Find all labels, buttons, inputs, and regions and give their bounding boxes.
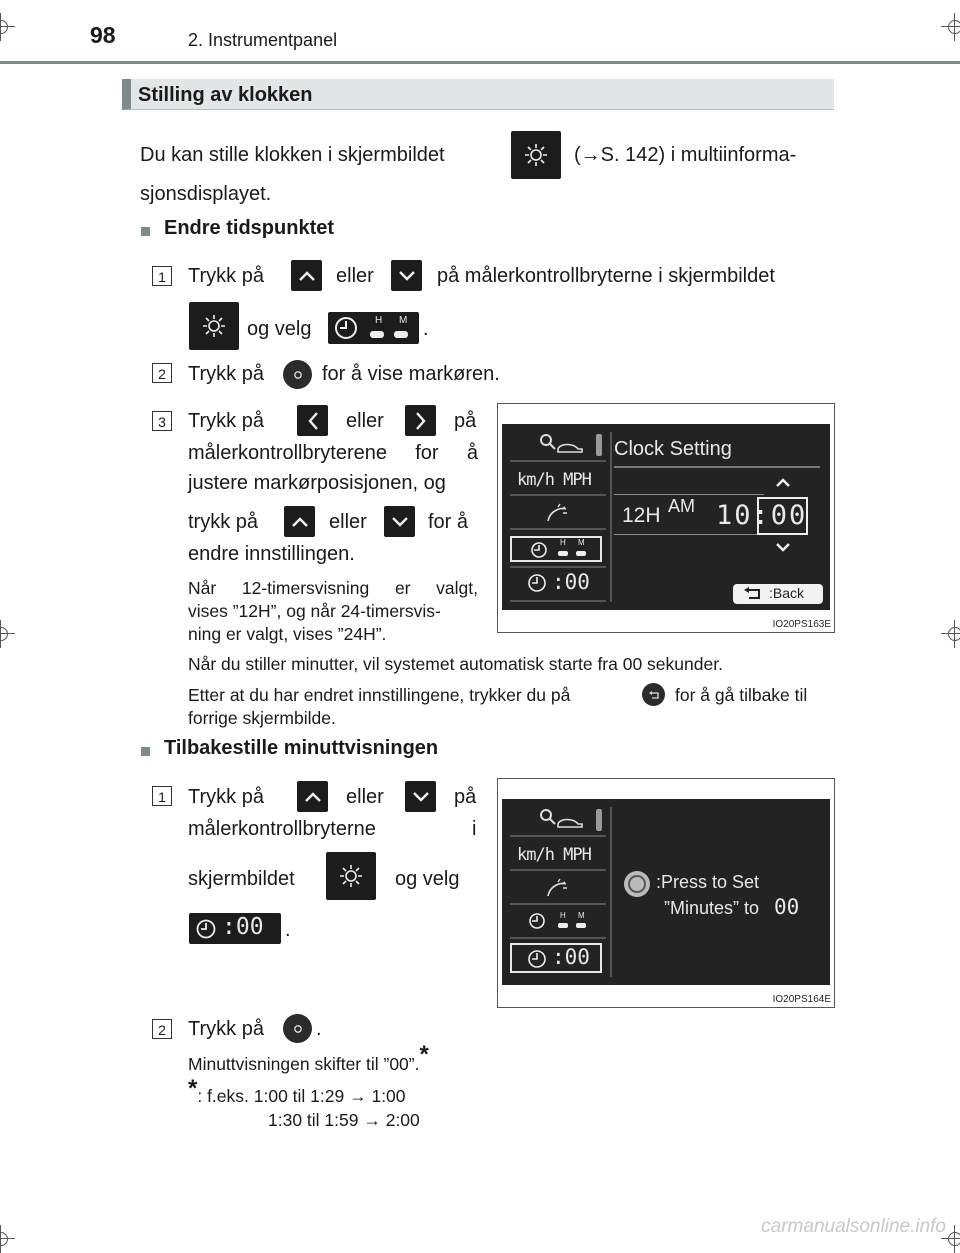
bullet-square	[141, 743, 150, 761]
scroll-indicator	[596, 434, 602, 456]
s2-step1-text-e: og velg	[395, 868, 460, 890]
crop-mark	[941, 13, 960, 41]
divider	[510, 460, 606, 462]
step3-note-line2: vises ”12H”, og når 24-timersvis-	[188, 601, 441, 621]
step3-text-e: eller	[329, 511, 367, 533]
settings-gear-icon	[189, 302, 239, 350]
step2-text-b: for å vise markøren.	[322, 363, 500, 385]
divider	[510, 566, 606, 568]
step1-text-e: .	[423, 318, 429, 340]
step3-line3: justere markørposisjonen, og	[188, 472, 446, 494]
step3-text-a: Trykk på	[188, 410, 264, 432]
chapter-title: 2. Instrumentpanel	[188, 30, 338, 50]
menu-h-label: H	[560, 911, 566, 920]
intro-text-3: sjonsdisplayet.	[140, 183, 272, 205]
step-number: 1	[152, 266, 172, 286]
clock-hm-menu-item	[510, 536, 602, 562]
crop-mark	[0, 620, 15, 648]
header-rule	[0, 61, 960, 64]
divider	[614, 466, 820, 468]
intro-text-1: Du kan stille klokken i skjermbildet	[140, 144, 445, 166]
back-button-icon	[642, 683, 665, 706]
display-screen	[502, 799, 830, 985]
divider	[510, 869, 606, 871]
subheading-change-time: Endre tidspunktet	[164, 217, 335, 239]
step3-note-line3: ning er valgt, vises ”24H”.	[188, 624, 387, 644]
footnote-star: *	[419, 1041, 429, 1068]
divider	[610, 432, 612, 602]
s2-step1-line2b: i	[472, 818, 477, 840]
minutes-note-text: Minuttvisningen skifter til ”00”.	[188, 1054, 420, 1074]
step3-line5: endre innstillingen.	[188, 543, 355, 565]
step1-text-d: og velg	[247, 318, 312, 340]
step1-text-b: eller	[336, 265, 374, 287]
clock-hm-m-label: M	[399, 315, 408, 326]
step-number: 2	[152, 363, 172, 383]
s2-step1-text-c: på	[454, 786, 477, 808]
enter-button-icon	[283, 1014, 312, 1043]
clock-hm-icon	[526, 909, 606, 933]
chevron-down-icon	[775, 542, 791, 552]
divider	[510, 494, 606, 496]
bottom-time: :00	[552, 945, 590, 969]
s2-step1-text-d: skjermbildet	[188, 868, 295, 890]
step-number: 3	[152, 411, 172, 431]
s2-step1-text-a: Trykk på	[188, 786, 264, 808]
note-minutes: Når du stiller minutter, vil systemet automatisk starte fra 00 sekunder.	[188, 654, 723, 674]
chevron-down-icon	[405, 781, 436, 812]
back-hint	[733, 584, 823, 604]
menu-h-label: H	[560, 538, 566, 547]
press-to-set-line1: :Press to Set	[656, 872, 760, 892]
bottom-time: :00	[552, 570, 590, 594]
figure-clock-setting	[497, 403, 835, 633]
scroll-indicator	[596, 809, 602, 831]
figure-caption: IO20PS164E	[772, 994, 831, 1005]
divider	[510, 937, 606, 939]
step3-note-line1: Når 12-timersvisning er valgt,	[188, 578, 478, 598]
chevron-up-icon	[291, 260, 322, 291]
note-back-a: Etter at du har endret innstillingene, trykker du på	[188, 685, 571, 705]
car-settings-icon	[538, 808, 588, 830]
units-label: km/h MPH	[517, 470, 591, 490]
press-to-set-line2: ”Minutes” to	[664, 898, 760, 918]
time-readout: 10:00	[716, 500, 808, 531]
bullet-square	[141, 223, 150, 241]
subheading-reset-minutes: Tilbakestille minuttvisningen	[164, 737, 439, 759]
chevron-up-icon	[284, 506, 315, 537]
divider	[614, 494, 764, 495]
divider	[510, 903, 606, 905]
minute-cursor	[757, 497, 808, 535]
divider	[614, 534, 764, 535]
chevron-up-icon	[775, 478, 791, 488]
figure-caption: IO20PS163E	[772, 619, 831, 630]
wiper-icon	[544, 876, 570, 900]
step3-text-f: for å	[428, 511, 469, 533]
footnote-line2: 1:30 til 1:59 → 2:00	[268, 1110, 420, 1130]
crop-mark	[0, 1225, 15, 1253]
hour-mode-label: 12H	[622, 504, 661, 527]
units-label: km/h MPH	[517, 845, 591, 865]
figure-reset-minutes	[497, 778, 835, 1008]
note-back-b: for å gå tilbake til	[675, 685, 808, 705]
back-label: :Back	[769, 585, 805, 601]
s2-step2-text-a: Trykk på	[188, 1018, 264, 1040]
divider	[510, 835, 606, 837]
wiper-icon	[544, 501, 570, 525]
settings-gear-icon	[326, 852, 376, 900]
clock-icon	[526, 572, 548, 594]
crop-mark	[0, 13, 15, 41]
s2-step1-line2a: målerkontrollbryterne	[188, 818, 376, 840]
divider	[510, 600, 606, 602]
crop-mark	[941, 620, 960, 648]
step-number: 2	[152, 1019, 172, 1039]
s2-step1-text-b: eller	[346, 786, 384, 808]
clock-minutes-readout: :00	[222, 914, 264, 940]
intro-text-2: (→S. 142) i multiinforma-	[574, 144, 797, 166]
section-title: Stilling av klokken	[138, 84, 313, 106]
clock-minutes-menu-item	[510, 943, 602, 973]
enter-button-icon	[622, 869, 652, 899]
step1-text-c: på målerkontrollbryterne i skjermbildet	[437, 265, 775, 287]
display-screen	[502, 424, 830, 610]
minutes-note	[188, 1041, 429, 1075]
step3-text-d: trykk på	[188, 511, 259, 533]
chevron-down-icon	[384, 506, 415, 537]
s2-step1-text-f: .	[285, 919, 291, 941]
note-back-c: forrige skjermbilde.	[188, 708, 336, 728]
menu-m-label: M	[578, 911, 585, 920]
car-settings-icon	[538, 433, 588, 455]
clock-setting-title: Clock Setting	[614, 438, 732, 460]
divider	[510, 528, 606, 530]
step2-text-a: Trykk på	[188, 363, 264, 385]
footnote-line1	[188, 1075, 406, 1107]
settings-gear-icon	[511, 131, 561, 179]
enter-button-icon	[283, 360, 312, 389]
step1-text-a: Trykk på	[188, 265, 264, 287]
chevron-left-icon	[297, 405, 328, 436]
step3-text-b: eller	[346, 410, 384, 432]
menu-m-label: M	[578, 538, 585, 547]
footnote-star: *	[188, 1075, 198, 1102]
chevron-right-icon	[405, 405, 436, 436]
watermark: carmanualsonline.info	[761, 1216, 946, 1237]
step-number: 1	[152, 786, 172, 806]
chevron-up-icon	[297, 781, 328, 812]
step3-line2: målerkontrollbryterene for å	[188, 442, 478, 464]
clock-hm-icon	[328, 312, 419, 344]
press-to-set-digits: 00	[774, 895, 800, 919]
clock-hm-h-label: H	[375, 315, 383, 326]
clock-minutes-icon	[189, 913, 281, 944]
divider	[610, 807, 612, 977]
ampm-label: AM	[668, 496, 695, 516]
chevron-down-icon	[391, 260, 422, 291]
page-number: 98	[90, 22, 116, 48]
s2-step2-text-b: .	[316, 1018, 322, 1040]
step3-text-c: på	[454, 410, 477, 432]
footnote-line1-text: : f.eks. 1:00 til 1:29 → 1:00	[197, 1086, 406, 1106]
